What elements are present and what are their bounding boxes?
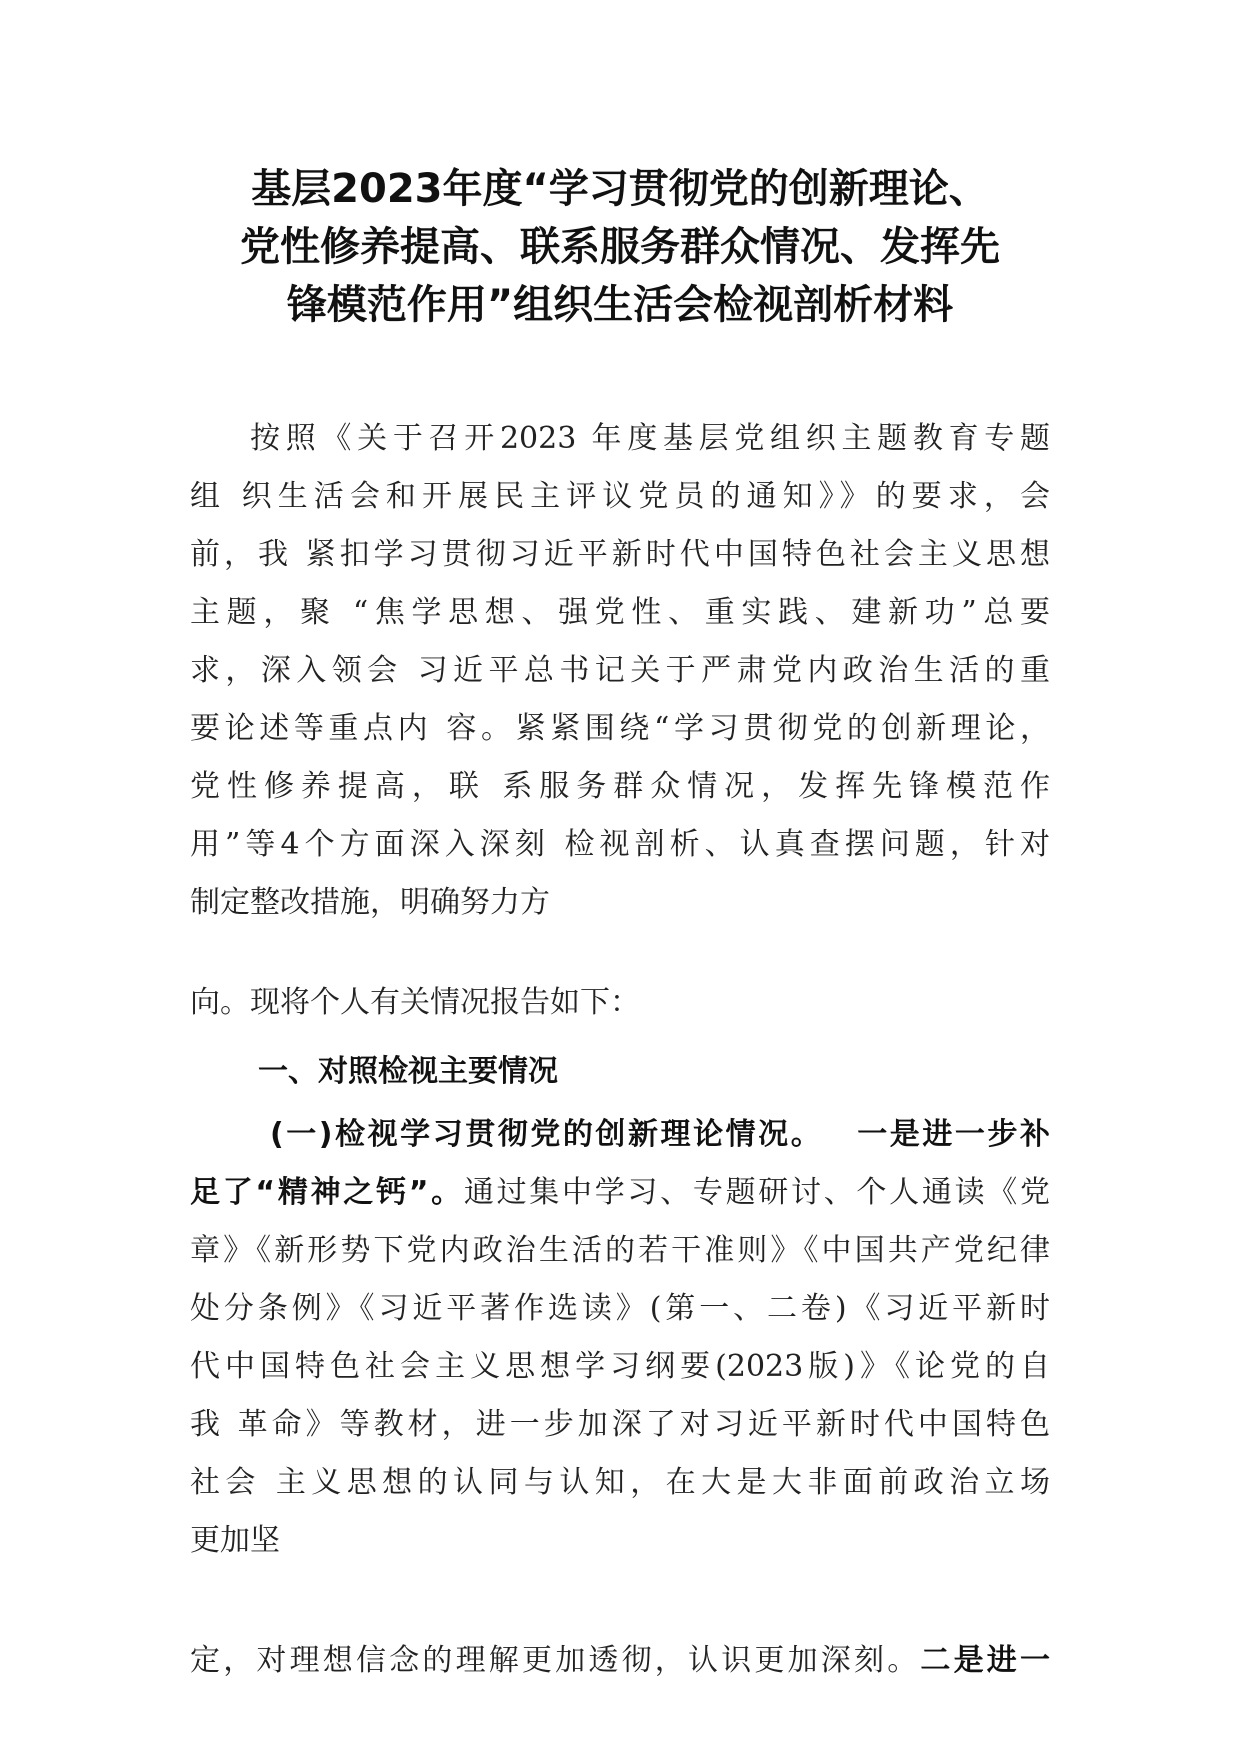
paragraph-line: 按照《关于召开2023 年度基层党组织主题教育专题 [250,421,1050,456]
paragraph-line: 社会 主义思想的认同与认知，在大是大非面前政治立场 [190,1465,1050,1500]
paragraph-line: 更加坚 [190,1523,280,1558]
paragraph-line: 我 革命》等教材，进一步加深了对习近平新时代中国特色 [190,1407,1050,1442]
paragraph-line [190,1164,1050,1222]
paragraph-line: 前，我 紧扣学习贯彻习近平新时代中国特色社会主义思想 [190,537,1050,572]
point-label: 足了“精神之钙”。 [190,1175,464,1210]
subsection-paragraph [190,1106,1050,1570]
paragraph-line: 代中国特色社会主义思想学习纲要(2023版)》《论党的自 [190,1349,1050,1384]
paragraph-line: 求，深入领会 习近平总书记关于严肃党内政治生活的重 [190,653,1050,688]
point-label: 二是进一 [920,1643,1051,1678]
paragraph-line: 主题，聚 “焦学思想、强党性、重实践、建新功”总要 [190,595,1050,630]
paragraph-text: 定，对理想信念的理解更加透彻，认识更加深刻。 [190,1643,921,1678]
paragraph-line: 向。现将个人有关情况报告如下： [190,985,640,1020]
paragraph-line: 组 织生活会和开展民主评议党员的通知》》的要求，会 [190,479,1050,514]
paragraph-line: 党性修养提高，联 系服务群众情况，发挥先锋模范作 [190,769,1050,804]
continuation-paragraph [190,1632,1050,1690]
section-heading: 一、对照检视主要情况 [258,1054,558,1089]
paragraph-line: 制定整改措施，明确努力方 [190,885,550,920]
point-label: 一是进一步补 [857,1117,1050,1152]
title-line: 基层2023年度“学习贯彻党的创新理论、 [251,166,989,212]
title-line: 党性修养提高、联系服务群众情况、发挥先 [240,224,1000,270]
intro-paragraph [190,410,1050,932]
subsection-title: (一)检视学习贯彻党的创新理论情况。 [270,1117,824,1152]
intro-tail [190,974,1050,1032]
document-title [150,160,1090,334]
paragraph-line [190,1632,1050,1690]
paragraph-line: 用”等4个方面深入深刻 检视剖析、认真查摆问题，针对 [190,827,1050,862]
paragraph-line: 处分条例》《习近平著作选读》(第一、二卷)《习近平新时 [190,1291,1050,1326]
paragraph-line: 章》《新形势下党内政治生活的若干准则》《中国共产党纪律 [190,1233,1050,1268]
paragraph-text: 通过集中学习、专题研讨、个人通读《党 [463,1175,1050,1210]
paragraph-line [190,1106,1050,1164]
paragraph-line: 要论述等重点内 容。紧紧围绕“学习贯彻党的创新理论， [190,711,1050,746]
title-line: 锋模范作用”组织生活会检视剖析材料 [286,282,954,328]
